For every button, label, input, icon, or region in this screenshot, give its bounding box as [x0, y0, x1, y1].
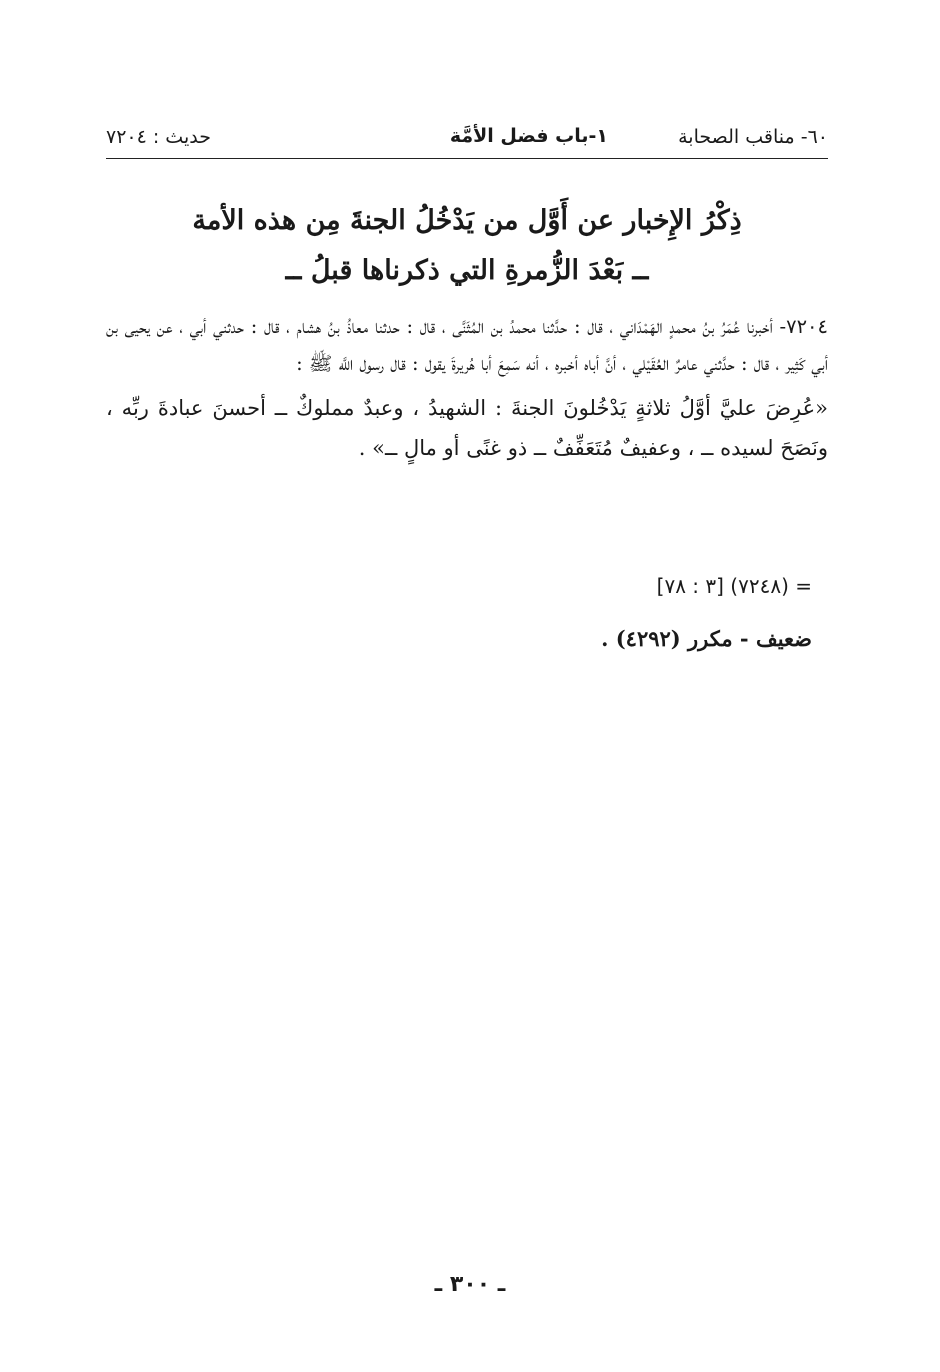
section-title: ١-باب فضل الأمَّة: [449, 125, 608, 147]
hadith-number-ref: حديث : ٧٢٠٤: [106, 126, 211, 148]
heading-line-1: ذِكْرُ الإِخبار عن أَوَّل من يَدْخُلُ الجنةَ مِن هذه الأمة: [192, 205, 742, 236]
running-header: [106, 118, 828, 158]
heading-line-2: ــ بَعْدَ الزُّمرةِ التي ذكرناها قبلُ ــ: [285, 255, 649, 286]
header-rule: [106, 158, 828, 159]
section-heading: [106, 196, 828, 296]
hadith-text: «عُرِضَ عليَّ أوَّلُ ثلاثةٍ يَدْخُلونَ الجنةَ : الشهيدُ ، وعبدٌ مملوكٌ ــ أحسنَ عبادةَ ربِّه ، ونَصَحَ لسيده ــ ، وعفيفٌ مُتَعَفِّفٌ ــ ذو غنًى أو مالٍ ــ» .: [106, 396, 828, 460]
chapter-title: ٦٠- مناقب الصحابة: [678, 126, 828, 148]
page-number: ـ ٣٠٠ ـ: [434, 1272, 506, 1297]
cross-reference: = (٧٢٤٨) [٣ : ٧٨]: [656, 574, 812, 598]
hadith-grade: ضعيف - مكرر (٤٢٩٢) .: [601, 626, 812, 651]
isnad-paragraph: ٧٢٠٤- أخبرنا عُمَرُ بنُ محمدٍ الهَمْدَاني ، قال : حدَّثنا محمدُ بن المُثَنَّى ، قال : حدثنا معاذُ بنُ هشام ، قال : حدثني أبي ، عن يحيى بن أبي كَثِير ، قال : حدَّثني عامرٌ العُقَيْلي ، أنَّ أباه أخبره ، أنه سَمِعَ أبا هُريرةَ يقول : قال رسول اللَّه ﷺ :: [106, 315, 828, 375]
hadith-body: [106, 308, 828, 468]
